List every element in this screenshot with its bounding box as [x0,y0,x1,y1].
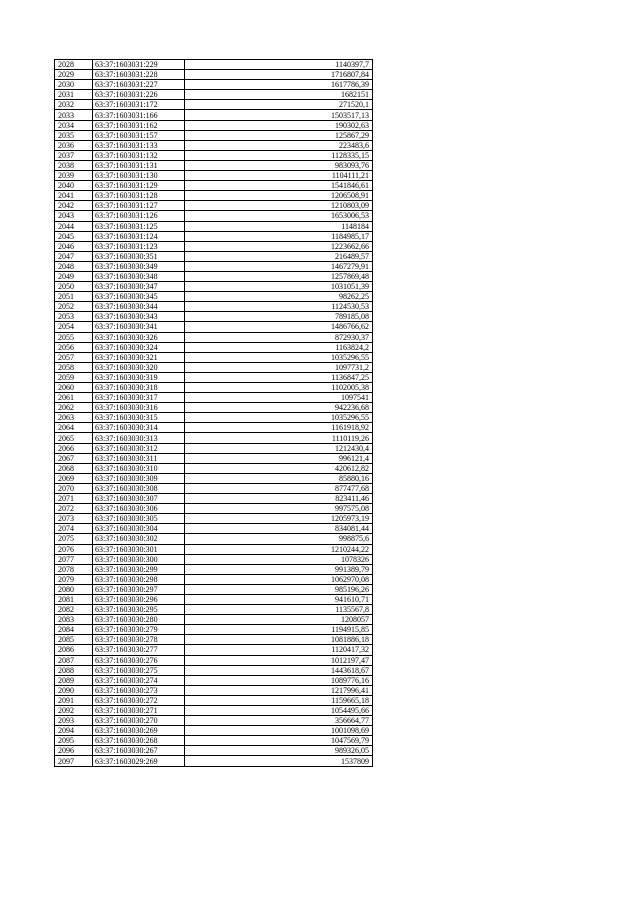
cadastral-number-cell: 63:37:1603031:133 [93,140,185,150]
cadastral-number-cell: 63:37:1603030:301 [93,544,185,554]
cadastral-number-cell: 63:37:1603030:304 [93,524,185,534]
table-row [55,584,373,594]
table-row [55,574,373,584]
table-row [55,716,373,726]
value-cell: 877477,68 [185,483,373,493]
table-row [55,594,373,604]
cadastral-number-cell: 63:37:1603031:226 [93,90,185,100]
row-number-cell: 2035 [55,130,93,140]
cadastral-number-cell: 63:37:1603030:310 [93,463,185,473]
cadastral-number-cell: 63:37:1603030:305 [93,514,185,524]
table-row [55,342,373,352]
table-row [55,524,373,534]
value-cell: 125867,29 [185,130,373,140]
row-number-cell: 2095 [55,736,93,746]
cadastral-number-cell: 63:37:1603030:351 [93,251,185,261]
row-number-cell: 2071 [55,494,93,504]
cadastral-number-cell: 63:37:1603030:267 [93,746,185,756]
table-row [55,181,373,191]
row-number-cell: 2045 [55,231,93,241]
value-cell: 989326,05 [185,746,373,756]
table-row [55,736,373,746]
value-cell: 996121,4 [185,453,373,463]
table-row [55,665,373,675]
row-number-cell: 2061 [55,393,93,403]
value-cell: 823411,46 [185,494,373,504]
value-cell: 834081,44 [185,524,373,534]
table-row [55,514,373,524]
value-cell: 1148184 [185,221,373,231]
cadastral-number-cell: 63:37:1603030:349 [93,261,185,271]
cadastral-number-cell: 63:37:1603030:280 [93,615,185,625]
row-number-cell: 2065 [55,433,93,443]
row-number-cell: 2070 [55,483,93,493]
value-cell: 1089776,16 [185,675,373,685]
row-number-cell: 2094 [55,726,93,736]
row-number-cell: 2092 [55,706,93,716]
cadastral-number-cell: 63:37:1603031:125 [93,221,185,231]
table-row [55,302,373,312]
value-cell: 1163824,2 [185,342,373,352]
row-number-cell: 2096 [55,746,93,756]
table-row [55,463,373,473]
row-number-cell: 2080 [55,584,93,594]
value-cell: 942236,68 [185,403,373,413]
table-row [55,201,373,211]
table-row [55,80,373,90]
cadastral-number-cell: 63:37:1603030:344 [93,302,185,312]
value-cell: 190302,63 [185,120,373,130]
cadastral-number-cell: 63:37:1603030:270 [93,716,185,726]
cadastral-number-cell: 63:37:1603031:126 [93,211,185,221]
cadastral-number-cell: 63:37:1603030:313 [93,433,185,443]
row-number-cell: 2034 [55,120,93,130]
row-number-cell: 2079 [55,574,93,584]
table-row [55,504,373,514]
value-cell: 991389,79 [185,564,373,574]
table-row [55,211,373,221]
table-row [55,241,373,251]
row-number-cell: 2082 [55,605,93,615]
table-row [55,645,373,655]
row-number-cell: 2047 [55,251,93,261]
row-number-cell: 2029 [55,70,93,80]
table-row [55,362,373,372]
table-row [55,554,373,564]
row-number-cell: 2075 [55,534,93,544]
value-cell: 1035296,55 [185,352,373,362]
value-cell: 1210244,22 [185,544,373,554]
cadastral-number-cell: 63:37:1603030:300 [93,554,185,564]
row-number-cell: 2067 [55,453,93,463]
table-row [55,322,373,332]
table-row [55,494,373,504]
cadastral-number-cell: 63:37:1603030:321 [93,352,185,362]
row-number-cell: 2073 [55,514,93,524]
cadastral-number-cell: 63:37:1603031:229 [93,60,185,70]
row-number-cell: 2084 [55,625,93,635]
row-number-cell: 2064 [55,423,93,433]
data-table [54,59,373,767]
value-cell: 1486766,62 [185,322,373,332]
row-number-cell: 2058 [55,362,93,372]
table-row [55,191,373,201]
value-cell: 1078326 [185,554,373,564]
table-row [55,685,373,695]
cadastral-number-cell: 63:37:1603030:343 [93,312,185,322]
cadastral-number-cell: 63:37:1603030:308 [93,483,185,493]
row-number-cell: 2055 [55,332,93,342]
cadastral-number-cell: 63:37:1603030:274 [93,675,185,685]
value-cell: 1035296,55 [185,413,373,423]
value-cell: 1104111,21 [185,171,373,181]
cadastral-number-cell: 63:37:1603030:271 [93,706,185,716]
value-cell: 1097541 [185,393,373,403]
value-cell: 1205973,19 [185,514,373,524]
row-number-cell: 2091 [55,695,93,705]
table-row [55,695,373,705]
row-number-cell: 2030 [55,80,93,90]
table-row [55,635,373,645]
value-cell: 1054495,66 [185,706,373,716]
table-row [55,453,373,463]
cadastral-number-cell: 63:37:1603030:348 [93,271,185,281]
cadastral-number-cell: 63:37:1603030:276 [93,655,185,665]
value-cell: 1136847,25 [185,372,373,382]
row-number-cell: 2052 [55,302,93,312]
value-cell: 420612,82 [185,463,373,473]
row-number-cell: 2076 [55,544,93,554]
value-cell: 1443618,67 [185,665,373,675]
row-number-cell: 2089 [55,675,93,685]
value-cell: 1208057 [185,615,373,625]
value-cell: 1503517,13 [185,110,373,120]
table-row [55,90,373,100]
value-cell: 1223662,66 [185,241,373,251]
value-cell: 1467279,91 [185,261,373,271]
value-cell: 356664,77 [185,716,373,726]
table-row [55,473,373,483]
row-number-cell: 2048 [55,261,93,271]
row-number-cell: 2038 [55,160,93,170]
cadastral-number-cell: 63:37:1603031:166 [93,110,185,120]
value-cell: 1210803,09 [185,201,373,211]
cadastral-number-cell: 63:37:1603029:269 [93,756,185,766]
cadastral-number-cell: 63:37:1603030:272 [93,695,185,705]
table-row [55,160,373,170]
value-cell: 1161918,92 [185,423,373,433]
row-number-cell: 2086 [55,645,93,655]
value-cell: 998875,6 [185,534,373,544]
value-cell: 1128335,15 [185,150,373,160]
table-row [55,292,373,302]
cadastral-number-cell: 63:37:1603030:315 [93,413,185,423]
table-row [55,413,373,423]
value-cell: 997575,08 [185,504,373,514]
value-cell: 1081886,18 [185,635,373,645]
value-cell: 223483,6 [185,140,373,150]
table-row [55,221,373,231]
cadastral-number-cell: 63:37:1603030:312 [93,443,185,453]
cadastral-number-cell: 63:37:1603030:273 [93,685,185,695]
row-number-cell: 2081 [55,594,93,604]
value-cell: 216489,57 [185,251,373,261]
table-row [55,433,373,443]
row-number-cell: 2044 [55,221,93,231]
table-row [55,130,373,140]
row-number-cell: 2041 [55,191,93,201]
table-body [55,60,373,767]
row-number-cell: 2059 [55,372,93,382]
row-number-cell: 2093 [55,716,93,726]
table-row [55,706,373,716]
row-number-cell: 2033 [55,110,93,120]
cadastral-number-cell: 63:37:1603030:298 [93,574,185,584]
cadastral-number-cell: 63:37:1603031:131 [93,160,185,170]
table-row [55,171,373,181]
row-number-cell: 2051 [55,292,93,302]
row-number-cell: 2054 [55,322,93,332]
table-row [55,150,373,160]
value-cell: 1653006,53 [185,211,373,221]
cadastral-number-cell: 63:37:1603030:269 [93,726,185,736]
row-number-cell: 2066 [55,443,93,453]
table-row [55,332,373,342]
value-cell: 1206508,91 [185,191,373,201]
value-cell: 1217996,41 [185,685,373,695]
value-cell: 1097731,2 [185,362,373,372]
row-number-cell: 2072 [55,504,93,514]
cadastral-number-cell: 63:37:1603030:275 [93,665,185,675]
value-cell: 98262,25 [185,292,373,302]
table-row [55,625,373,635]
cadastral-number-cell: 63:37:1603031:228 [93,70,185,80]
table-row [55,443,373,453]
row-number-cell: 2049 [55,271,93,281]
row-number-cell: 2097 [55,756,93,766]
cadastral-number-cell: 63:37:1603030:326 [93,332,185,342]
value-cell: 941610,71 [185,594,373,604]
table-row [55,261,373,271]
cadastral-number-cell: 63:37:1603030:296 [93,594,185,604]
cadastral-number-cell: 63:37:1603030:318 [93,383,185,393]
table-row [55,726,373,736]
cadastral-number-cell: 63:37:1603030:320 [93,362,185,372]
cadastral-number-cell: 63:37:1603030:345 [93,292,185,302]
value-cell: 872930,37 [185,332,373,342]
value-cell: 1617786,39 [185,80,373,90]
row-number-cell: 2039 [55,171,93,181]
value-cell: 1120417,32 [185,645,373,655]
cadastral-number-cell: 63:37:1603031:129 [93,181,185,191]
value-cell: 271520,1 [185,100,373,110]
cadastral-number-cell: 63:37:1603031:127 [93,201,185,211]
value-cell: 1212430,4 [185,443,373,453]
table-row [55,312,373,322]
value-cell: 1184985,17 [185,231,373,241]
table-row [55,564,373,574]
table-row [55,746,373,756]
cadastral-number-cell: 63:37:1603030:302 [93,534,185,544]
row-number-cell: 2077 [55,554,93,564]
row-number-cell: 2068 [55,463,93,473]
row-number-cell: 2085 [55,635,93,645]
table-row [55,675,373,685]
cadastral-number-cell: 63:37:1603030:341 [93,322,185,332]
table-row [55,403,373,413]
row-number-cell: 2069 [55,473,93,483]
table-row [55,110,373,120]
cadastral-number-cell: 63:37:1603031:227 [93,80,185,90]
cadastral-number-cell: 63:37:1603030:297 [93,584,185,594]
value-cell: 1031051,39 [185,282,373,292]
value-cell: 983093,76 [185,160,373,170]
table-row [55,251,373,261]
table-row [55,383,373,393]
cadastral-number-cell: 63:37:1603030:311 [93,453,185,463]
row-number-cell: 2037 [55,150,93,160]
cadastral-number-cell: 63:37:1603030:295 [93,605,185,615]
table-row [55,544,373,554]
value-cell: 1682151 [185,90,373,100]
value-cell: 1537809 [185,756,373,766]
value-cell: 1159665,18 [185,695,373,705]
value-cell: 1012197,47 [185,655,373,665]
cadastral-number-cell: 63:37:1603031:130 [93,171,185,181]
value-cell: 1140397,7 [185,60,373,70]
cadastral-number-cell: 63:37:1603030:317 [93,393,185,403]
cadastral-number-cell: 63:37:1603030:279 [93,625,185,635]
value-cell: 789185,08 [185,312,373,322]
cadastral-number-cell: 63:37:1603030:307 [93,494,185,504]
cadastral-number-cell: 63:37:1603031:157 [93,130,185,140]
cadastral-number-cell: 63:37:1603030:314 [93,423,185,433]
value-cell: 1716807,84 [185,70,373,80]
table-row [55,393,373,403]
cadastral-number-cell: 63:37:1603031:162 [93,120,185,130]
row-number-cell: 2053 [55,312,93,322]
cadastral-number-cell: 63:37:1603030:268 [93,736,185,746]
row-number-cell: 2028 [55,60,93,70]
cadastral-number-cell: 63:37:1603030:277 [93,645,185,655]
table-row [55,282,373,292]
row-number-cell: 2042 [55,201,93,211]
value-cell: 1110119,26 [185,433,373,443]
value-cell: 1257869,48 [185,271,373,281]
row-number-cell: 2050 [55,282,93,292]
row-number-cell: 2032 [55,100,93,110]
row-number-cell: 2088 [55,665,93,675]
table-row [55,140,373,150]
value-cell: 1194915,85 [185,625,373,635]
value-cell: 985196,26 [185,584,373,594]
row-number-cell: 2036 [55,140,93,150]
table-row [55,483,373,493]
cadastral-number-cell: 63:37:1603031:123 [93,241,185,251]
table-row [55,100,373,110]
value-cell: 1541846,61 [185,181,373,191]
table-row [55,655,373,665]
row-number-cell: 2063 [55,413,93,423]
value-cell: 1062970,08 [185,574,373,584]
row-number-cell: 2062 [55,403,93,413]
table-row [55,372,373,382]
value-cell: 1102005,38 [185,383,373,393]
cadastral-number-cell: 63:37:1603031:124 [93,231,185,241]
table-row [55,271,373,281]
cadastral-number-cell: 63:37:1603030:278 [93,635,185,645]
row-number-cell: 2040 [55,181,93,191]
table-row [55,756,373,766]
row-number-cell: 2074 [55,524,93,534]
row-number-cell: 2060 [55,383,93,393]
cadastral-number-cell: 63:37:1603030:299 [93,564,185,574]
row-number-cell: 2031 [55,90,93,100]
row-number-cell: 2087 [55,655,93,665]
table-row [55,60,373,70]
table-row [55,231,373,241]
cadastral-number-cell: 63:37:1603031:172 [93,100,185,110]
row-number-cell: 2046 [55,241,93,251]
cadastral-number-cell: 63:37:1603030:316 [93,403,185,413]
table-row [55,605,373,615]
row-number-cell: 2090 [55,685,93,695]
value-cell: 1135567,8 [185,605,373,615]
cadastral-number-cell: 63:37:1603030:309 [93,473,185,483]
table-row [55,615,373,625]
value-cell: 1124530,53 [185,302,373,312]
value-cell: 85880,16 [185,473,373,483]
table-row [55,352,373,362]
table-row [55,534,373,544]
cadastral-number-cell: 63:37:1603030:347 [93,282,185,292]
row-number-cell: 2057 [55,352,93,362]
cadastral-number-cell: 63:37:1603030:306 [93,504,185,514]
table-row [55,70,373,80]
value-cell: 1047569,79 [185,736,373,746]
row-number-cell: 2078 [55,564,93,574]
value-cell: 1001098,69 [185,726,373,736]
row-number-cell: 2056 [55,342,93,352]
cadastral-number-cell: 63:37:1603030:319 [93,372,185,382]
row-number-cell: 2083 [55,615,93,625]
cadastral-number-cell: 63:37:1603030:324 [93,342,185,352]
table-row [55,120,373,130]
table-row [55,423,373,433]
cadastral-number-cell: 63:37:1603031:128 [93,191,185,201]
cadastral-number-cell: 63:37:1603031:132 [93,150,185,160]
row-number-cell: 2043 [55,211,93,221]
